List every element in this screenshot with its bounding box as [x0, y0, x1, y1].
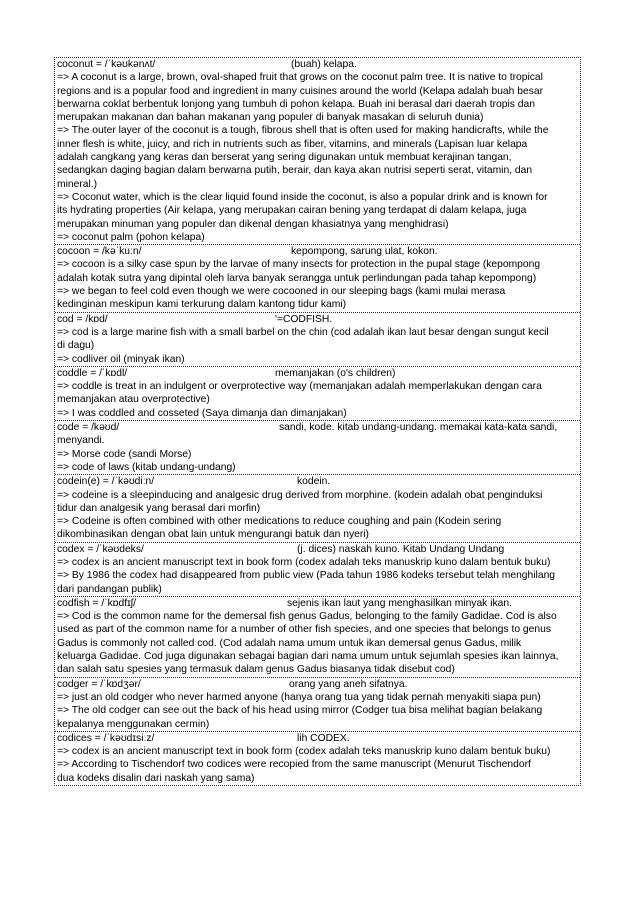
entry-translation: kepompong, sarung ulat, kokon.	[291, 246, 438, 258]
entry-term: coddle = /ˈkɒdl/	[57, 367, 128, 379]
entry-translation: kodein.	[297, 476, 331, 488]
dictionary-entry	[55, 245, 580, 312]
dictionary-entry	[55, 421, 580, 475]
entry-text-line: dua kodeks disalin dari naskah yang sama)	[57, 772, 255, 784]
entry-text-line: used as part of the common name for a number of other fish species, and one species that belongs to genus	[57, 624, 551, 636]
entry-text-line: di dagu)	[57, 340, 95, 352]
entry-headline	[57, 367, 578, 380]
entry-headline	[57, 475, 578, 488]
entry-translation: lih CODEX.	[297, 732, 350, 744]
entry-translation: orang yang aneh sifatnya.	[289, 678, 408, 690]
entry-translation: memanjakan (o's children)	[275, 367, 396, 379]
dictionary-entry	[55, 367, 580, 421]
dictionary-entry	[55, 313, 580, 367]
entry-text-line: inner flesh is white, juicy, and rich in nutrients such as fiber, vitamins, and minerals (Lapisan luar kelapa	[57, 138, 528, 150]
entry-text-line: sedangkan daging bagian dalam berwarna putih, berair, dan kaya akan nutrisi seperti serat, vitamin, dan	[57, 165, 533, 177]
entry-text-line: => The old codger can see out the back of his head using mirror (Codger tua bisa melihat bagian belakang	[57, 705, 543, 717]
entry-term: codex = /ˈkəʊdeks/	[57, 543, 144, 555]
entry-headline	[57, 543, 578, 556]
entry-text-line: => Morse code (sandi Morse)	[57, 448, 192, 460]
dictionary-entry	[55, 543, 580, 597]
dictionary-entries	[54, 57, 581, 786]
entry-text-line: => A coconut is a large, brown, oval-shaped fruit that grows on the coconut palm tree. It is native to tropical	[57, 72, 543, 84]
entry-text-line: its hydrating properties (Air kelapa, yang merupakan cairan bening yang terdapat di dalam kelapa, juga	[57, 205, 527, 217]
entry-headline	[57, 732, 578, 745]
dictionary-entry	[55, 678, 580, 732]
entry-text-line: => code of laws (kitab undang-undang)	[57, 461, 236, 473]
entry-term: cocoon = /kəˈkuːn/	[57, 246, 142, 258]
entry-text-line: => coconut palm (pohon kelapa)	[57, 231, 205, 243]
entry-text-line: memanjakan atau overprotective)	[57, 394, 210, 406]
entry-text-line: => cocoon is a silky case spun by the larvae of many insects for protection in the pupal stage (kepompong	[57, 259, 541, 271]
entry-text-line: => codeine is a sleepinducing and analgesic drug derived from morphine. (kodein adalah obat penginduksi	[57, 489, 543, 501]
entry-text-line: => coddle is treat in an indulgent or overprotective way (memanjakan adalah memperlakukan dengan cara	[57, 381, 542, 393]
entry-text-line: => codex is an ancient manuscript text in book form (codex adalah teks manuskrip kuno dalam bentuk buku)	[57, 556, 551, 568]
entry-text-line: => Cod is the common name for the demersal fish genus Gadus, belonging to the family Gadidae. Cod is also	[57, 611, 557, 623]
entry-term: code = /kəʊd/	[57, 422, 120, 434]
entry-term: cod = /kɒd/	[57, 313, 108, 325]
entry-text-line: => codex is an ancient manuscript text in book form (codex adalah teks manuskrip kuno dalam bentuk buku)	[57, 746, 551, 758]
entry-text-line: dan salah satu spesies yang termasuk dalam genus Gadus biasanya tidak disebut cod)	[57, 664, 455, 676]
entry-text-line: mineral.)	[57, 178, 98, 190]
entry-text-line: => I was coddled and cosseted (Saya dimanja dan dimanjakan)	[57, 407, 347, 419]
entry-translation: sejenis ikan laut yang menghasilkan minyak ikan.	[287, 597, 512, 609]
entry-term: codein(e) = /ˈkəʊdiːn/	[57, 476, 155, 488]
entry-headline	[57, 313, 578, 326]
dictionary-entry	[55, 475, 580, 542]
entry-text-line: berwarna coklat berbentuk lonjong yang tumbuh di pohon kelapa. Buah ini berasal dari daerah tropis dan	[57, 98, 535, 110]
entry-text-line: merupakan minuman yang populer dan dikenal dengan khasiatnya yang menghidrasi)	[57, 218, 449, 230]
entry-text-line: dikombinasikan dengan obat lain untuk mengurangi batuk dan nyeri)	[57, 529, 369, 541]
entry-text-line: => By 1986 the codex had disappeared from public view (Pada tahun 1986 kodeks tersebut telah menghilang	[57, 570, 556, 582]
entry-term: codger = /ˈkɒdʒər/	[57, 678, 141, 690]
dictionary-entry	[55, 597, 580, 678]
entry-text-line: keluarga Gadidae. Cod juga digunakan sebagai bagian dari nama umum untuk sejumlah spesies ikan lainnya,	[57, 651, 559, 663]
entry-translation: '=CODFISH.	[275, 313, 333, 325]
entry-text-line: => Coconut water, which is the clear liquid found inside the coconut, is also a popular drink and is known for	[57, 191, 548, 203]
entry-text-line: Gadus is commonly not called cod. (Cod adalah nama umum untuk ikan demersal genus Gadus, milik	[57, 637, 522, 649]
entry-text-line: => The outer layer of the coconut is a tough, fibrous shell that is often used for making handicrafts, while the	[57, 125, 549, 137]
entry-text-line: adalah kotak sutra yang dipintal oleh larva banyak serangga untuk perlindungan pada tahap kepompong)	[57, 272, 537, 284]
entry-headline	[57, 421, 578, 434]
entry-translation: (j. dices) naskah kuno. Kitab Undang Undang	[297, 543, 505, 555]
entry-text-line: => just an old codger who never harmed anyone (hanya orang tua yang tidak pernah menyakiti siapa pun)	[57, 691, 541, 703]
entry-term: coconut = /ˈkəʊkənʌt/	[57, 59, 156, 70]
entry-term: codfish = /ˈkɒdfɪʃ/	[57, 597, 136, 609]
entry-text-line: dari pandangan publik)	[57, 583, 162, 595]
entry-text-line: tidur dan analgesik yang berasal dari morfin)	[57, 502, 261, 514]
entry-headline	[57, 245, 578, 258]
entry-text-line: => cod is a large marine fish with a small barbel on the chin (cod adalah ikan laut besar dengan sungut kecil	[57, 326, 549, 338]
entry-text-line: => codliver oil (minyak ikan)	[57, 353, 185, 365]
entry-text-line: kedinginan meskipun kami terkurung dalam kantong tidur kami)	[57, 299, 347, 311]
entry-headline	[57, 597, 578, 610]
entry-text-line: menyandi.	[57, 435, 105, 447]
dictionary-entry	[55, 58, 580, 245]
entry-text-line: regions and is a popular food and ingredient in many cuisines around the world (Kelapa adalah buah besar	[57, 85, 543, 97]
entry-text-line: merupakan makanan dan bahan makanan yang populer di banyak masakan di seluruh dunia)	[57, 112, 484, 124]
entry-headline	[57, 678, 578, 691]
dictionary-entry	[55, 732, 580, 785]
entry-headline	[57, 58, 578, 71]
entry-translation: (buah) kelapa.	[291, 59, 357, 70]
entry-translation: sandi, kode. kitab undang-undang. memakai kata-kata sandi,	[279, 422, 558, 434]
entry-term: codices = /ˈkəʊdɪsiːz/	[57, 732, 155, 744]
entry-text-line: kepalanya menggunakan cermin)	[57, 718, 210, 730]
entry-text-line: => According to Tischendorf two codices were recopied from the same manuscript (Menurut Tischendorf	[57, 759, 531, 771]
entry-text-line: adalah cangkang yang keras dan berserat yang sering digunakan untuk membuat kerajinan tangan,	[57, 152, 512, 164]
entry-text-line: => we began to feel cold even though we were cocooned in our sleeping bags (kami mulai merasa	[57, 286, 506, 298]
entry-text-line: => Codeine is often combined with other medications to reduce coughing and pain (Kodein sering	[57, 516, 502, 528]
